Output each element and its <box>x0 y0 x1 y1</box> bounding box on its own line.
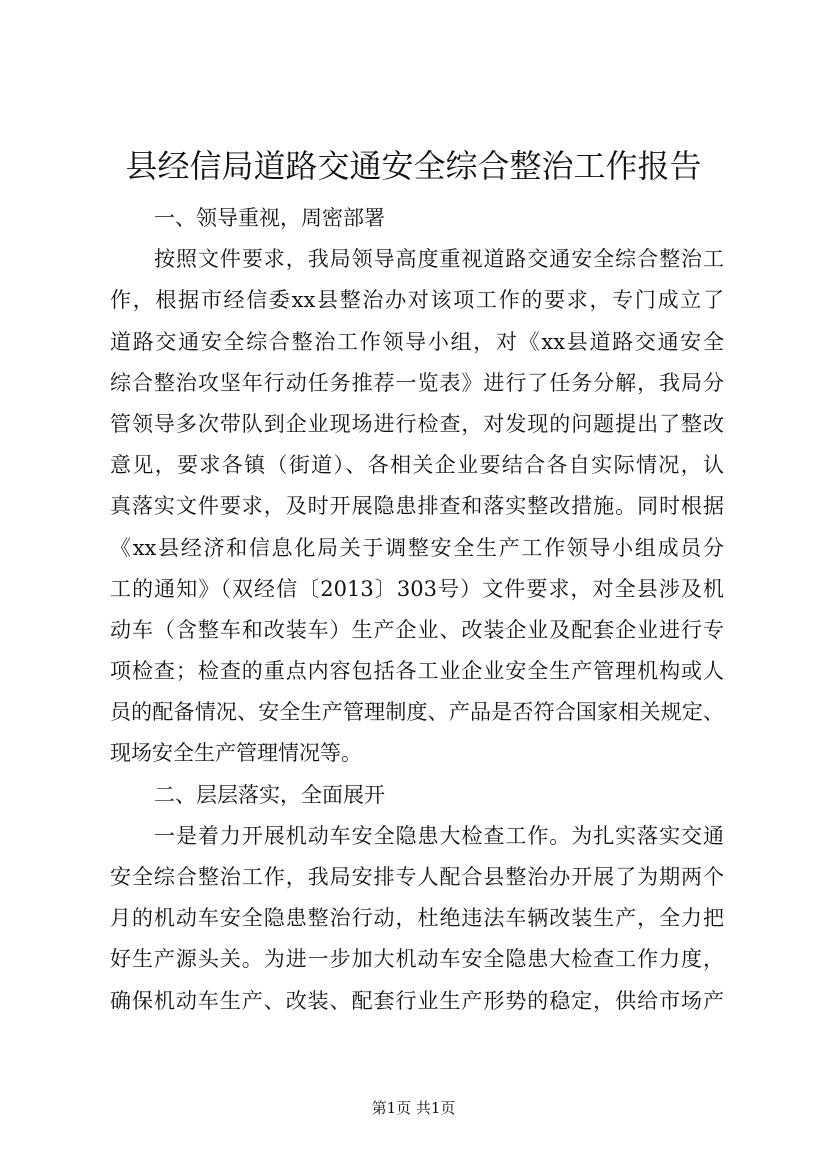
paragraph-line: 工的通知》（双经信〔2013〕303号）文件要求，对全县涉及机 <box>110 576 724 601</box>
document-body <box>110 198 724 1022</box>
paragraph-line: 《xx县经济和信息化局关于调整安全生产工作领导小组成员分 <box>110 535 724 560</box>
paragraph-line: 意见，要求各镇（街道）、各相关企业要结合各自实际情况，认 <box>110 453 724 478</box>
paragraph-line: 安全综合整治工作，我局安排专人配合县整治办开展了为期两个 <box>110 865 724 889</box>
paragraph-line: 项检查；检查的重点内容包括各工业企业安全生产管理机构或人 <box>110 659 724 684</box>
paragraph-line: 按照文件要求，我局领导高度重视道路交通安全综合整治工 <box>154 247 724 272</box>
paragraph-line: 好生产源头关。为进一步加大机动车安全隐患大检查工作力度， <box>110 947 724 972</box>
paragraph-line: 一是着力开展机动车安全隐患大检查工作。为扎实落实交通 <box>154 823 724 848</box>
paragraph-line: 道路交通安全综合整治工作领导小组，对《xx县道路交通安全 <box>110 329 724 354</box>
page-number-footer: 第1页 共1页 <box>371 1099 456 1117</box>
paragraph-line: 月的机动车安全隐患整治行动，杜绝违法车辆改装生产，全力把 <box>110 906 724 931</box>
paragraph-line: 员的配备情况、安全生产管理制度、产品是否符合国家相关规定、 <box>110 700 724 725</box>
paragraph-line: 作，根据市经信委xx县整治办对该项工作的要求，专门成立了 <box>110 288 724 313</box>
paragraph-line: 确保机动车生产、改装、配套行业生产形势的稳定，供给市场产 <box>110 988 724 1013</box>
section-heading: 二、层层落实，全面展开 <box>154 782 385 807</box>
paragraph-line: 现场安全生产管理情况等。 <box>110 741 362 766</box>
paragraph-line: 真落实文件要求，及时开展隐患排查和落实整改措施。同时根据 <box>110 494 724 519</box>
section-heading: 一、领导重视，周密部署 <box>154 206 385 230</box>
paragraph-line: 管领导多次带队到企业现场进行检查，对发现的问题提出了整改 <box>110 411 724 436</box>
document-title: 县经信局道路交通安全综合整治工作报告 <box>125 147 702 185</box>
paragraph-line: 综合整治攻坚年行动任务推荐一览表》进行了任务分解，我局分 <box>110 370 724 395</box>
paragraph-line: 动车（含整车和改装车）生产企业、改装企业及配套企业进行专 <box>110 617 724 642</box>
